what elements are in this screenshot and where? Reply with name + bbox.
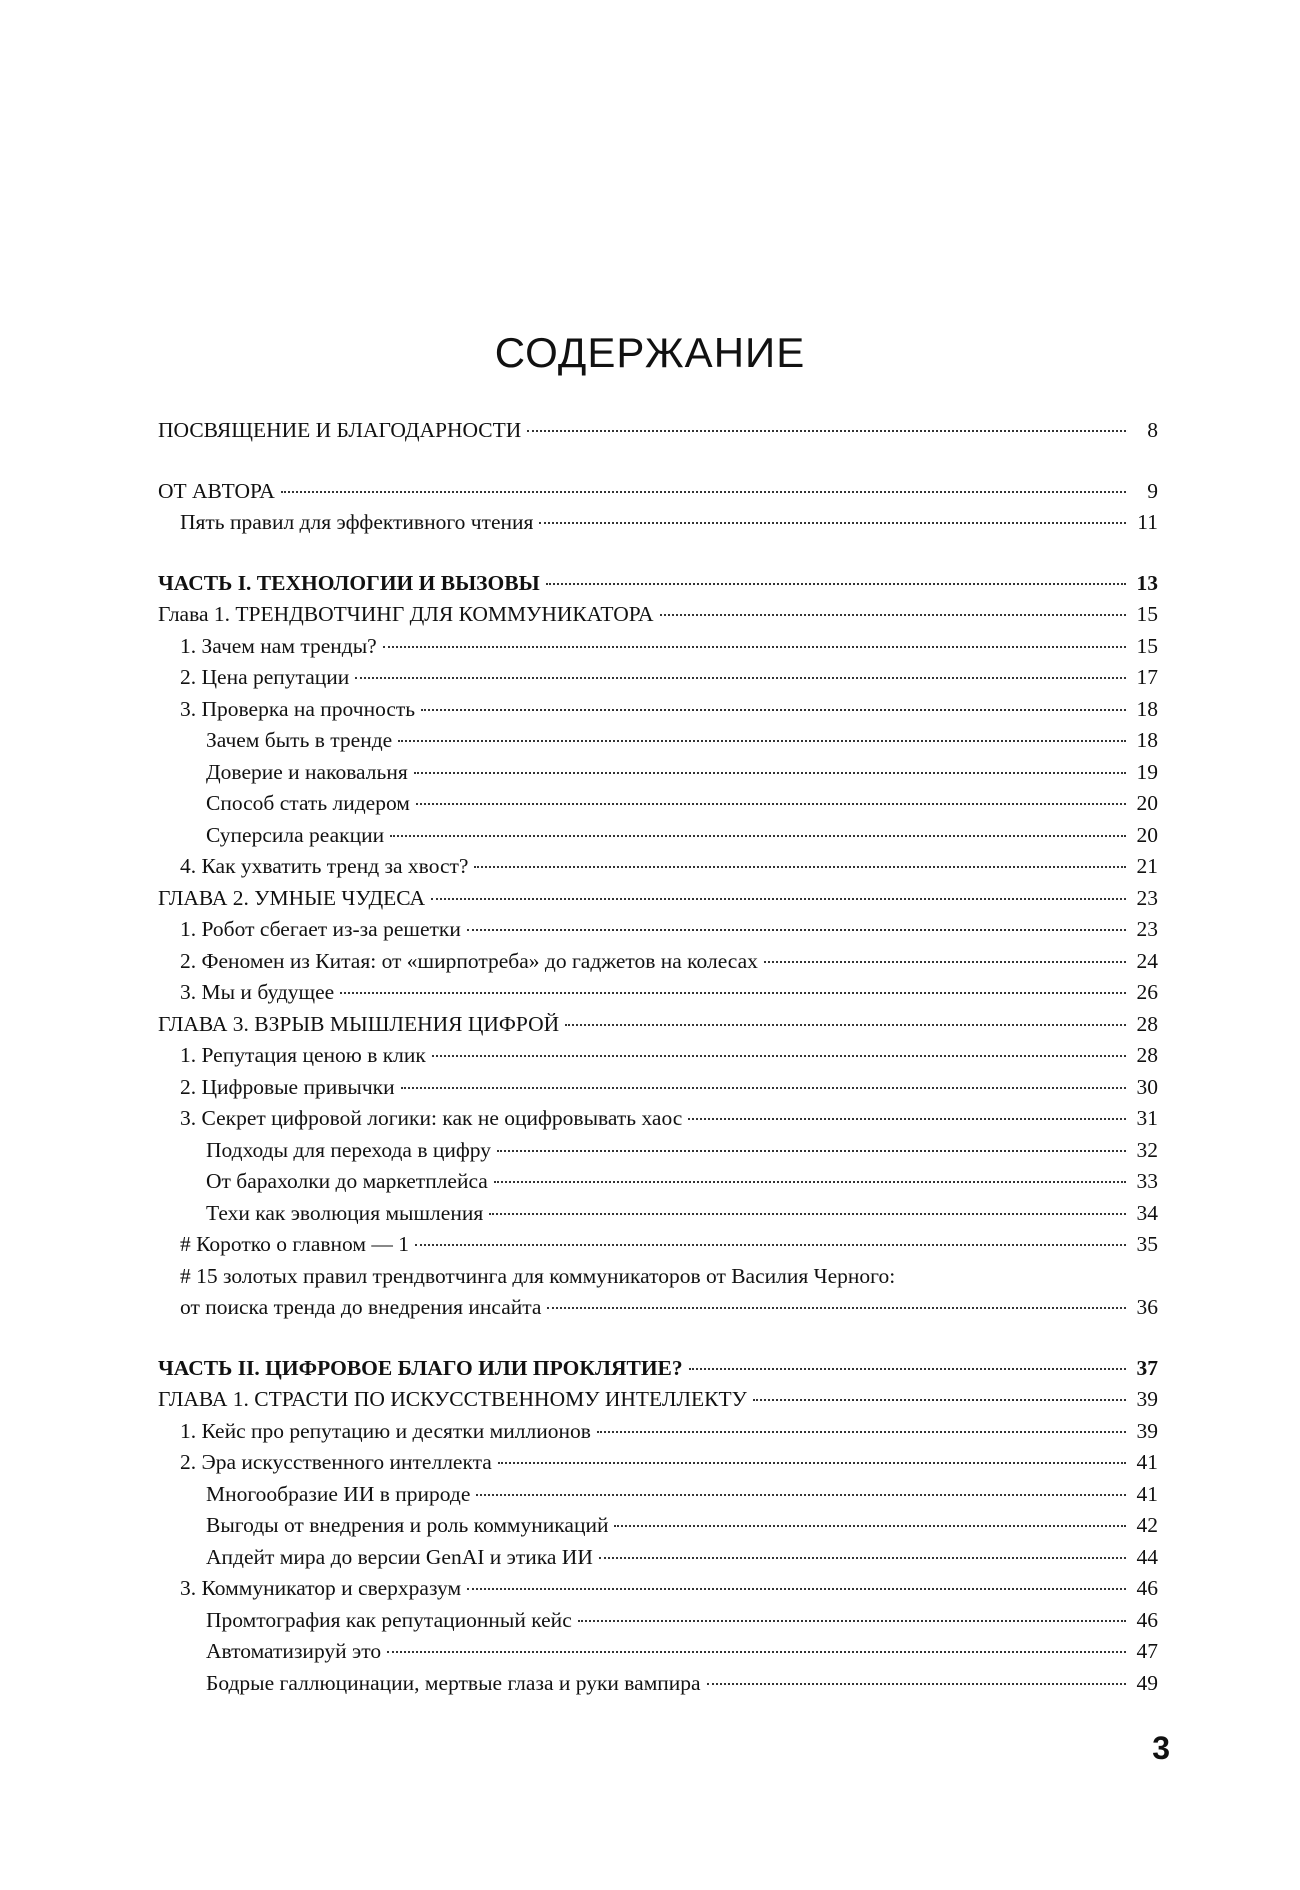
toc-entry <box>158 1447 1158 1479</box>
dot-leader <box>597 1431 1126 1433</box>
toc-entry-page: 37 <box>1136 1355 1158 1380</box>
dot-leader <box>753 1399 1126 1401</box>
dot-leader <box>689 1368 1126 1370</box>
dot-leader <box>401 1087 1126 1089</box>
dot-leader <box>707 1683 1126 1685</box>
toc-entry-label: ПОСВЯЩЕНИЕ И БЛАГОДАРНОСТИ <box>158 418 522 442</box>
toc-entry-label: 3. Мы и будущее <box>180 980 335 1004</box>
dot-leader <box>578 1620 1126 1622</box>
dot-leader <box>416 803 1126 805</box>
dot-leader <box>281 491 1126 493</box>
toc-entry-page: 36 <box>1136 1295 1158 1319</box>
toc-entry-label: 2. Эра искусственного интеллекта <box>180 1450 492 1474</box>
toc-entry <box>158 1479 1158 1511</box>
dot-leader <box>527 430 1126 432</box>
toc-entry-page: 23 <box>1136 885 1158 910</box>
toc-entry-page: 19 <box>1136 759 1158 784</box>
dot-leader <box>355 677 1126 679</box>
dot-leader <box>546 583 1126 585</box>
toc-entry <box>158 1166 1158 1198</box>
toc-entry-label: 1. Зачем нам тренды? <box>180 633 377 658</box>
toc-entry-label: Глава 1. ТРЕНДВОТЧИНГ ДЛЯ КОММУНИКАТОРА <box>158 602 654 626</box>
toc-entry <box>158 1605 1158 1637</box>
toc-entry-page: 26 <box>1136 980 1158 1004</box>
toc-entry-page: 32 <box>1136 1137 1158 1162</box>
toc-entry-page: 41 <box>1136 1450 1158 1474</box>
dot-leader <box>547 1307 1126 1309</box>
toc-entry-page: 39 <box>1136 1387 1158 1411</box>
dot-leader <box>476 1494 1126 1496</box>
dot-leader <box>688 1118 1126 1120</box>
toc-entry-page: 49 <box>1136 1670 1158 1695</box>
toc-entry <box>158 1103 1158 1135</box>
toc-entry-label: Способ стать лидером <box>206 791 410 815</box>
table-of-contents <box>158 415 1158 1699</box>
toc-entry-label: ЧАСТЬ I. ТЕХНОЛОГИИ И ВЫЗОВЫ <box>158 570 540 595</box>
toc-entry-page: 18 <box>1136 728 1158 752</box>
toc-entry-label: 1. Репутация ценою в клик <box>180 1043 426 1067</box>
toc-entry-label: 2. Феномен из Китая: от «ширпотреба» до гаджетов на колесах <box>180 948 758 973</box>
toc-entry-chapter <box>158 1384 1158 1416</box>
toc-entry-label: Суперсила реакции <box>206 822 385 847</box>
dot-leader <box>539 522 1126 524</box>
toc-entry-page: 28 <box>1136 1043 1158 1067</box>
toc-entry-label: ГЛАВА 2. УМНЫЕ ЧУДЕСА <box>158 885 426 910</box>
toc-entry-label: Автоматизируй это <box>206 1639 382 1663</box>
toc-entry-page: 33 <box>1136 1169 1158 1193</box>
toc-entry <box>158 757 1158 789</box>
toc-entry-part-2 <box>158 1353 1158 1385</box>
toc-entry <box>158 507 1158 539</box>
toc-entry-label: Доверие и наковальня <box>206 759 408 784</box>
toc-entry <box>158 977 1158 1009</box>
dot-leader <box>340 992 1126 994</box>
toc-entry-page: 46 <box>1136 1576 1158 1600</box>
toc-entry-from-author <box>158 476 1158 508</box>
dot-leader <box>467 1588 1126 1590</box>
toc-entry-label: 1. Кейс про репутацию и десятки миллионов <box>180 1418 591 1443</box>
toc-entry-label: 4. Как ухватить тренд за хвост? <box>180 854 469 878</box>
dot-leader <box>494 1181 1126 1183</box>
toc-entry <box>158 1510 1158 1542</box>
dot-leader <box>387 1651 1126 1653</box>
dot-leader <box>764 961 1126 963</box>
toc-entry-golden-rules <box>158 1261 1158 1324</box>
toc-entry-page: 18 <box>1136 696 1158 721</box>
toc-entry-label: 1. Робот сбегает из-за решетки <box>180 917 461 941</box>
toc-entry-page: 15 <box>1136 633 1158 658</box>
toc-entry <box>158 725 1158 757</box>
toc-entry-page: 23 <box>1136 917 1158 941</box>
toc-entry-page: 31 <box>1136 1106 1158 1130</box>
toc-entry-label: ГЛАВА 1. СТРАСТИ ПО ИСКУССТВЕННОМУ ИНТЕЛЛЕКТУ <box>158 1387 747 1411</box>
toc-entry-page: 34 <box>1136 1200 1158 1225</box>
toc-entry-label: 3. Коммуникатор и сверхразум <box>180 1576 462 1600</box>
toc-entry-label: От барахолки до маркетплейса <box>206 1169 488 1193</box>
toc-entry-label-line1: # 15 золотых правил трендвотчинга для коммуникаторов от Василия Черного: <box>180 1263 896 1288</box>
toc-entry-page: 20 <box>1136 791 1158 815</box>
toc-entry-label: Техи как эволюция мышления <box>206 1200 484 1225</box>
toc-entry <box>158 1072 1158 1104</box>
dot-leader <box>599 1557 1126 1559</box>
toc-entry-chapter <box>158 883 1158 915</box>
dot-leader <box>414 772 1126 774</box>
toc-entry-page: 46 <box>1136 1607 1158 1632</box>
toc-entry <box>158 1229 1158 1261</box>
dot-leader <box>415 1244 1126 1246</box>
dot-leader <box>398 740 1126 742</box>
toc-entry <box>158 1040 1158 1072</box>
dot-leader <box>390 835 1126 837</box>
toc-entry <box>158 820 1158 852</box>
toc-entry-page: 41 <box>1136 1481 1158 1506</box>
toc-entry <box>158 1573 1158 1605</box>
toc-entry-page: 9 <box>1147 478 1158 503</box>
toc-entry <box>158 1542 1158 1574</box>
toc-entry-label: Зачем быть в тренде <box>206 728 393 752</box>
dot-leader <box>565 1024 1126 1026</box>
toc-entry-label: Бодрые галлюцинации, мертвые глаза и руки вампира <box>206 1670 701 1695</box>
toc-entry <box>158 694 1158 726</box>
dot-leader <box>489 1213 1126 1215</box>
toc-entry-chapter <box>158 1009 1158 1041</box>
dot-leader <box>474 866 1126 868</box>
dot-leader <box>383 646 1126 648</box>
toc-entry-line2 <box>180 1292 1158 1324</box>
toc-entry-page: 24 <box>1136 948 1158 973</box>
toc-entry <box>158 788 1158 820</box>
toc-entry-label: Апдейт мира до версии GenAI и этика ИИ <box>206 1544 593 1569</box>
dot-leader <box>421 709 1126 711</box>
toc-entry-label: Выгоды от внедрения и роль коммуникаций <box>206 1513 609 1537</box>
dot-leader <box>660 614 1126 616</box>
dot-leader <box>432 1055 1126 1057</box>
toc-entry-label: Многообразие ИИ в природе <box>206 1481 471 1506</box>
dot-leader <box>467 929 1126 931</box>
toc-entry-label-line2: от поиска тренда до внедрения инсайта <box>180 1295 542 1319</box>
toc-entry-label: Промтография как репутационный кейс <box>206 1607 572 1632</box>
toc-entry <box>158 631 1158 663</box>
toc-entry-label: # Коротко о главном — 1 <box>180 1232 409 1256</box>
toc-entry-label: ОТ АВТОРА <box>158 478 275 503</box>
toc-entry-page: 28 <box>1136 1011 1158 1036</box>
toc-entry-label: Пять правил для эффективного чтения <box>180 510 534 534</box>
toc-entry <box>158 914 1158 946</box>
toc-entry-page: 44 <box>1136 1544 1158 1569</box>
toc-entry-page: 8 <box>1147 418 1158 442</box>
toc-entry-page: 17 <box>1136 665 1158 689</box>
toc-entry <box>158 1416 1158 1448</box>
dot-leader <box>431 898 1126 900</box>
toc-entry-page: 30 <box>1136 1074 1158 1099</box>
toc-entry <box>158 851 1158 883</box>
toc-entry-label: 2. Цена репутации <box>180 665 350 689</box>
toc-entry <box>158 1668 1158 1700</box>
toc-entry <box>158 946 1158 978</box>
toc-entry-page: 11 <box>1137 510 1158 534</box>
toc-entry-page: 39 <box>1136 1418 1158 1443</box>
toc-entry-page: 20 <box>1136 822 1158 847</box>
toc-entry-page: 35 <box>1136 1232 1158 1256</box>
toc-entry-label: 3. Секрет цифровой логики: как не оцифровывать хаос <box>180 1106 683 1130</box>
toc-entry <box>158 1198 1158 1230</box>
dot-leader <box>614 1525 1126 1527</box>
page-title: СОДЕРЖАНИЕ <box>494 329 806 376</box>
toc-entry-page: 13 <box>1136 570 1158 595</box>
dot-leader <box>497 1150 1126 1152</box>
toc-entry <box>158 662 1158 694</box>
toc-entry <box>158 1135 1158 1167</box>
toc-entry-page: 21 <box>1136 854 1158 878</box>
toc-entry-dedication <box>158 415 1158 447</box>
toc-entry-part-1 <box>158 568 1158 600</box>
page-number: 3 <box>1152 1730 1170 1766</box>
toc-entry-label: 3. Проверка на прочность <box>180 696 416 721</box>
toc-entry-label: ГЛАВА 3. ВЗРЫВ МЫШЛЕНИЯ ЦИФРОЙ <box>158 1011 560 1036</box>
toc-entry <box>158 1636 1158 1668</box>
toc-entry-label: Подходы для перехода в цифру <box>206 1137 492 1162</box>
toc-entry-label: ЧАСТЬ II. ЦИФРОВОЕ БЛАГО ИЛИ ПРОКЛЯТИЕ? <box>158 1355 683 1380</box>
toc-entry-page: 42 <box>1136 1513 1158 1537</box>
toc-entry-page: 15 <box>1136 602 1158 626</box>
toc-entry-chapter <box>158 599 1158 631</box>
toc-entry-label: 2. Цифровые привычки <box>180 1074 395 1099</box>
dot-leader <box>498 1462 1126 1464</box>
toc-entry-page: 47 <box>1136 1639 1158 1663</box>
